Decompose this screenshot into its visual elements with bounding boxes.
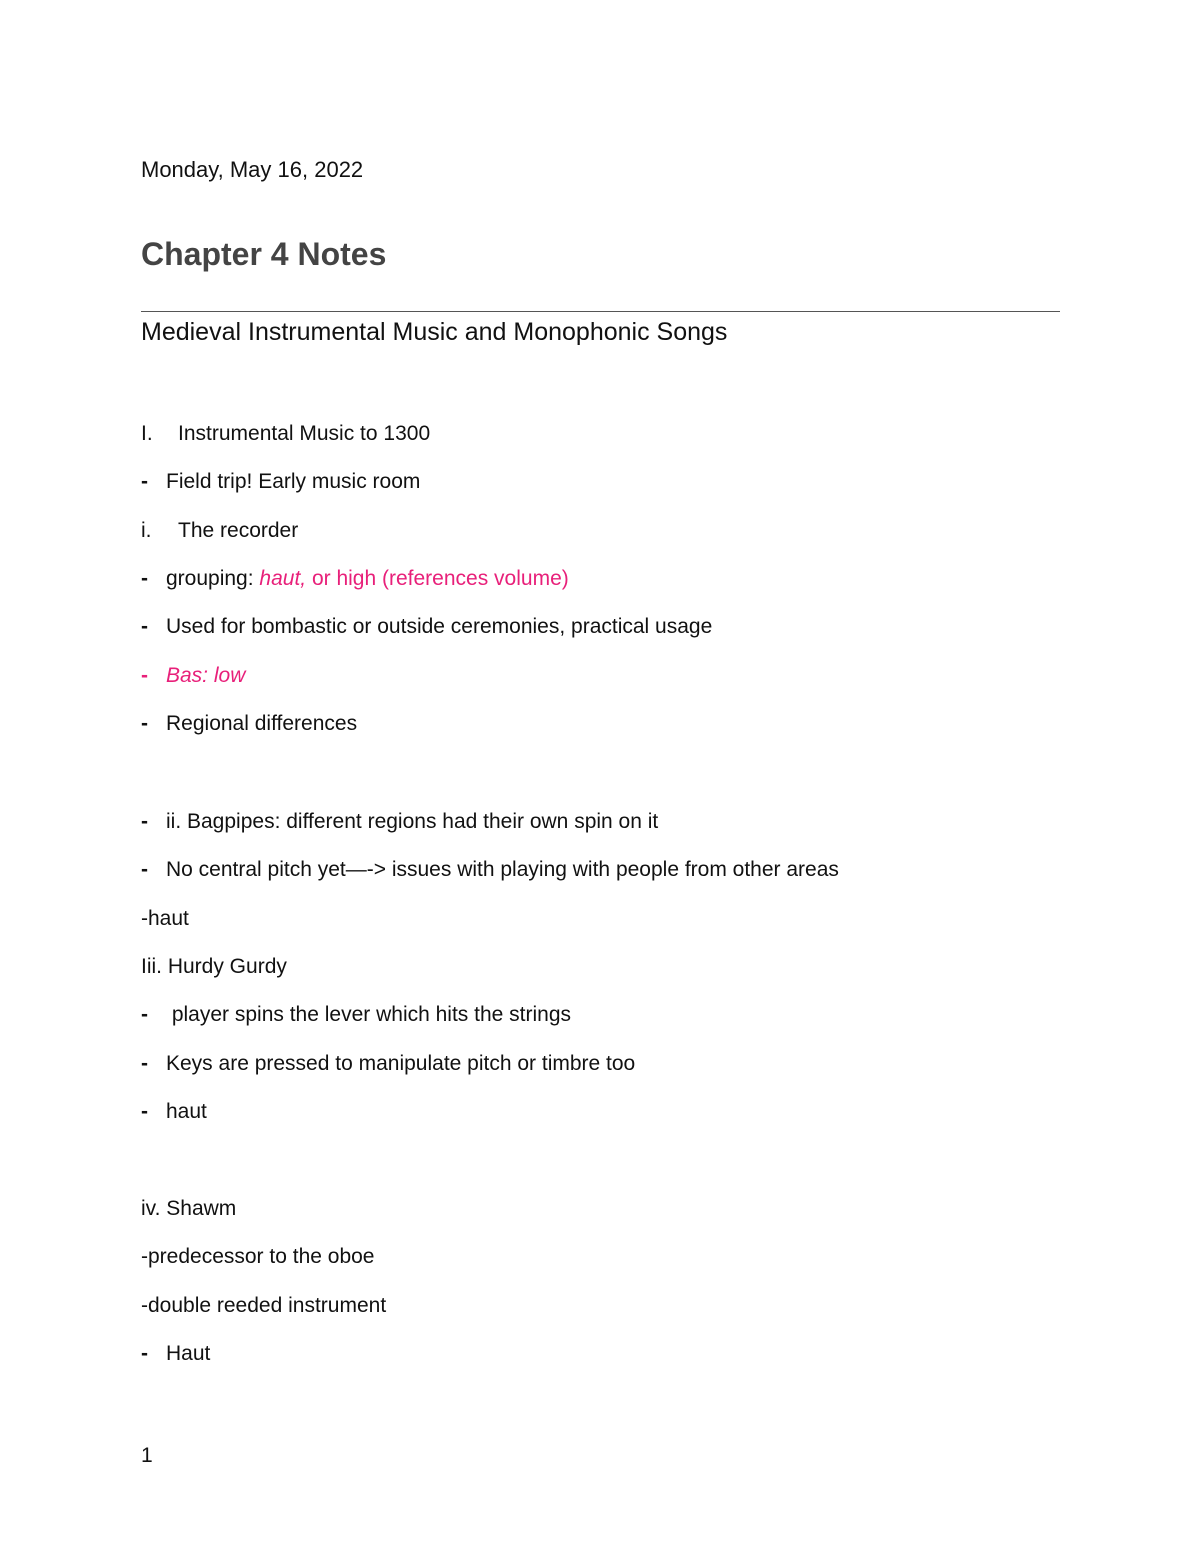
highlight-text: or high (references volume): [306, 567, 569, 590]
outline-item-shawm: iv. Shawm: [141, 1197, 237, 1220]
dash-bullet: -: [141, 470, 148, 493]
dash-bullet: -: [141, 567, 148, 590]
list-item-haut: -haut: [141, 907, 189, 930]
list-item-text: Instrumental Music to 1300: [178, 422, 431, 445]
highlight-term-haut: haut,: [259, 567, 307, 590]
list-item-haut: [141, 1341, 210, 1367]
list-item-regional: [141, 711, 357, 737]
dash-bullet: -: [141, 1003, 148, 1026]
roman-numeral-marker: I.: [141, 422, 153, 445]
page-title: Chapter 4 Notes: [141, 236, 387, 272]
list-item-text: The recorder: [178, 519, 299, 542]
list-item-keys: [141, 1051, 635, 1077]
list-item-predecessor: -predecessor to the oboe: [141, 1245, 375, 1268]
list-item-text: Regional differences: [166, 712, 358, 735]
list-item-text: Keys are pressed to manipulate pitch or timbre too: [166, 1052, 636, 1075]
dash-bullet: -: [141, 664, 148, 687]
list-item-grouping: [141, 566, 569, 592]
list-item-text: ii. Bagpipes: different regions had their own spin on it: [166, 810, 659, 833]
title-divider: [141, 311, 1060, 312]
list-item-field-trip: [141, 469, 420, 495]
list-item-text: Used for bombastic or outside ceremonies, practical usage: [166, 615, 713, 638]
highlight-term-bas: Bas: low: [166, 664, 246, 687]
list-item-double-reed: -double reeded instrument: [141, 1294, 387, 1317]
list-item-bagpipes: [141, 809, 658, 835]
list-item-text: Field trip! Early music room: [166, 470, 421, 493]
roman-numeral-marker: i.: [141, 519, 152, 542]
dash-bullet: -: [141, 712, 148, 735]
list-item-text: No central pitch yet—-> issues with playing with people from other areas: [166, 858, 839, 881]
page-number: 1: [141, 1444, 153, 1467]
list-item-text: Haut: [166, 1342, 211, 1365]
list-item-text: grouping:: [166, 567, 260, 590]
dash-bullet: -: [141, 810, 148, 833]
list-item-text: player spins the lever which hits the strings: [166, 1003, 572, 1026]
section-subtitle: Medieval Instrumental Music and Monophonic Songs: [141, 318, 728, 346]
list-item-bas: [141, 663, 245, 689]
dash-bullet: -: [141, 1052, 148, 1075]
list-item-haut: [141, 1099, 207, 1125]
outline-item-hurdy-gurdy: Iii. Hurdy Gurdy: [141, 955, 287, 978]
list-item-text: haut: [166, 1100, 207, 1123]
list-item-usage: [141, 614, 712, 640]
outline-item-recorder: [141, 518, 298, 544]
list-item-central-pitch: [141, 857, 839, 883]
list-item-lever: [141, 1002, 571, 1028]
dash-bullet: -: [141, 1342, 148, 1365]
note-date: Monday, May 16, 2022: [141, 157, 364, 182]
dash-bullet: -: [141, 615, 148, 638]
dash-bullet: -: [141, 858, 148, 881]
outline-item-instrumental-music: [141, 421, 430, 447]
dash-bullet: -: [141, 1100, 148, 1123]
